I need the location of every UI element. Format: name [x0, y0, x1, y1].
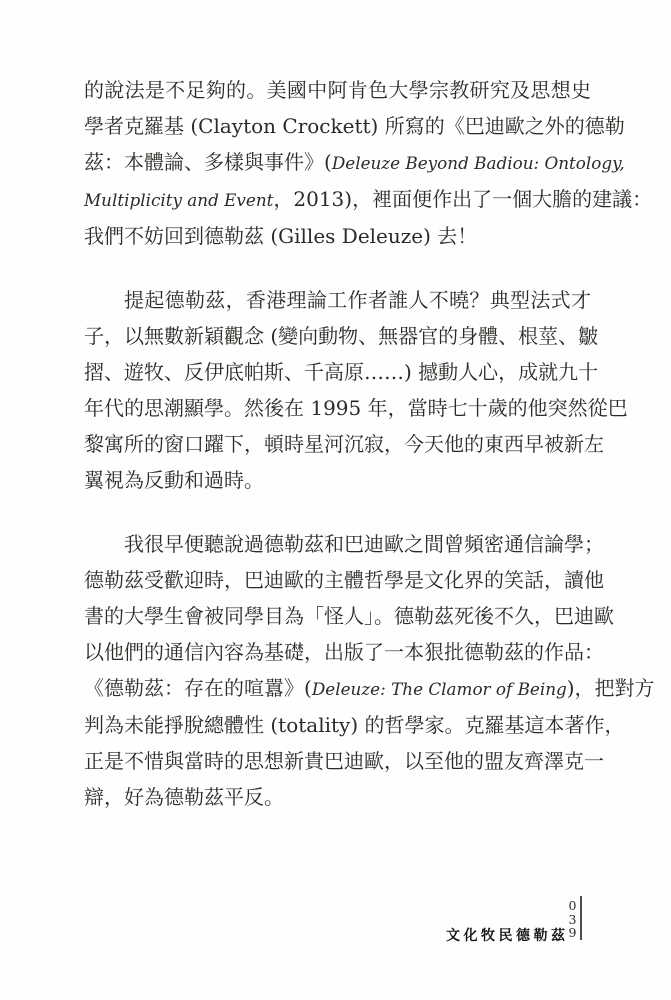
paragraph-line	[84, 707, 625, 743]
book-title-latin-run: Deleuze Beyond Badiou: Ontology,	[331, 153, 625, 173]
paragraph-line	[84, 218, 591, 254]
text-run: 以他們的通信內容為基礎，出版了一本狠批德勒茲的作品：	[84, 640, 604, 664]
paragraph-line	[84, 562, 604, 598]
paragraph-line	[84, 598, 614, 634]
paragraph-line	[84, 743, 604, 779]
text-run: 辯，好為德勒茲平反。	[84, 785, 284, 809]
text-run: 正是不惜與當時的思想新貴巴迪歐，以至他的盟友齊澤克一	[84, 749, 604, 773]
book-title-latin-run: Multiplicity and Event	[84, 190, 274, 210]
text-run: 德勒茲受歡迎時，巴迪歐的主體哲學是文化界的笑話，讀他	[84, 568, 604, 592]
paragraph-line	[84, 318, 599, 354]
paragraph-line	[84, 462, 591, 498]
page-number-digit: 0	[568, 898, 577, 913]
text-run: 《德勒茲：存在的喧囂》(	[84, 676, 312, 700]
text-run: 年代的思潮顯學。然後在 1995 年，當時七十歲的他突然從巴	[84, 396, 628, 420]
page-number-digit: 9	[568, 925, 577, 940]
text-run: 黎寓所的窗口躍下，頓時星河沉寂，今天他的東西早被新左	[84, 432, 604, 456]
paragraph-line	[84, 108, 625, 144]
paragraph-line	[84, 72, 591, 108]
text-run: 茲：本體論、多樣與事件》(	[84, 150, 332, 174]
body-text	[84, 72, 655, 815]
text-run: 學者克羅基 (Clayton Crockett) 所寫的《巴迪歐之外的德勒	[84, 114, 625, 138]
text-run: 我們不妨回到德勒茲 (Gilles Deleuze) 去！	[84, 224, 478, 248]
paragraph-line	[84, 354, 599, 390]
paragraph-line	[84, 779, 591, 815]
book-title-latin-run: Deleuze: The Clamor of Being	[311, 679, 567, 699]
running-footer-chapter-title: 文化牧民德勒茲	[446, 928, 569, 944]
text-run: 提起德勒茲，香港理論工作者誰人不曉？典型法式才	[124, 288, 591, 312]
text-run: 判為未能掙脫總體性 (totality) 的哲學家。克羅基這本著作，	[84, 713, 625, 737]
text-run: )，把對方	[566, 676, 655, 700]
text-run: 書的大學生會被同學目為「怪人」。德勒茲死後不久，巴迪歐	[84, 604, 614, 628]
text-run: 我很早便聽說過德勒茲和巴迪歐之間曾頻密通信論學；	[124, 532, 604, 556]
text-run: 翼視為反動和過時。	[84, 468, 264, 492]
page-number-digit: 3	[568, 911, 577, 927]
paragraph-line	[84, 390, 628, 426]
text-run: 的說法是不足夠的。美國中阿肯色大學宗教研究及思想史	[84, 78, 591, 102]
paragraph-line	[84, 144, 625, 181]
page-number	[565, 899, 580, 940]
text-run: ，2013)，裡面便作出了一個大膽的建議：	[273, 187, 653, 211]
paragraph-line	[84, 634, 604, 670]
paragraph-line	[84, 181, 653, 218]
paragraph-line	[84, 526, 604, 562]
paragraph-line	[84, 426, 604, 462]
paragraph-line	[84, 282, 591, 318]
page-number-rule	[580, 896, 582, 940]
text-run: 子，以無數新穎觀念 (變向動物、無器官的身體、根莖、皺	[84, 324, 599, 348]
paragraph-line	[84, 670, 655, 707]
text-run: 摺、遊牧、反伊底帕斯、千高原……) 撼動人心，成就九十	[84, 360, 599, 384]
